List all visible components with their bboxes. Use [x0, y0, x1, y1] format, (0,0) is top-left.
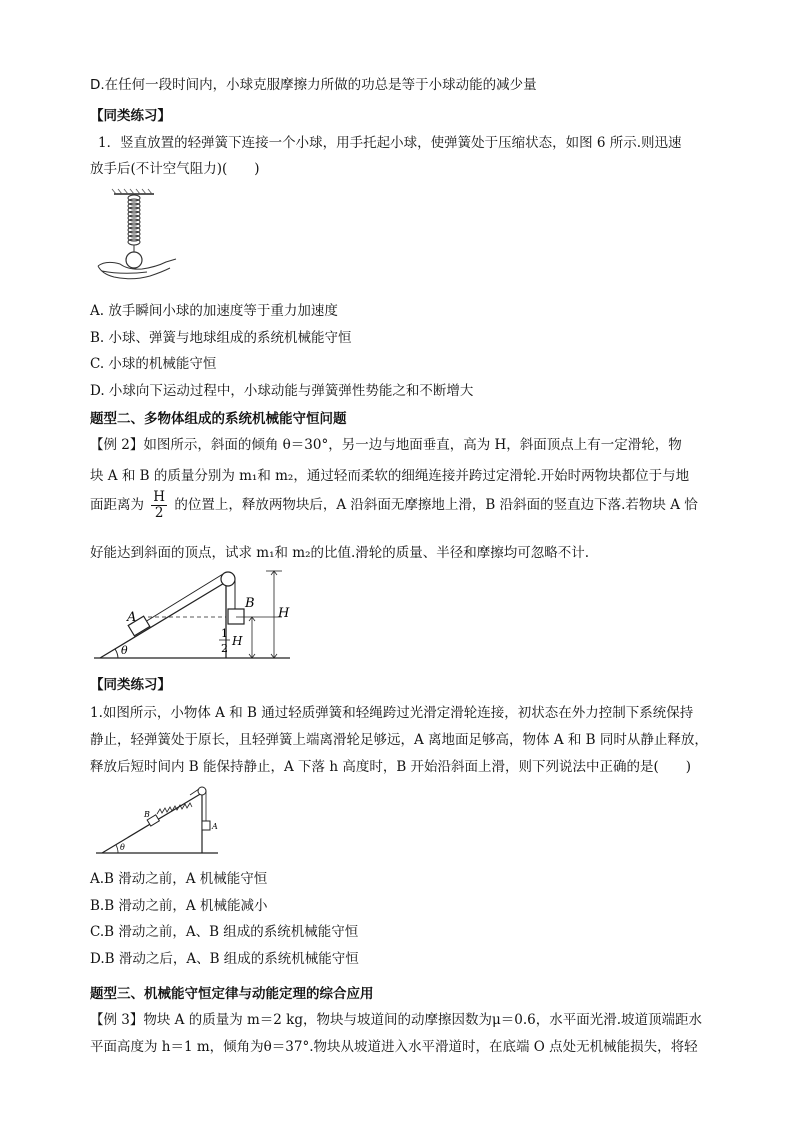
spring-incline-figure [94, 783, 224, 858]
ex2-line-1: 【例 2】如图所示，斜面的倾角 θ＝30°，另一边与地面垂直，高为 H，斜面顶点上有一定滑轮，物 [90, 437, 682, 453]
ex3-line-2: 平面高度为 h＝1 m，倾角为θ＝37°.物块从坡道进入水平滑道时，在底端 O 点处无机械能损失，将轻 [90, 1039, 698, 1055]
q2-option-c: C.B 滑动之前，A、B 组成的系统机械能守恒 [90, 924, 359, 940]
q2-option-d: D.B 滑动之后，A、B 组成的系统机械能守恒 [90, 951, 359, 967]
ex2-line-3-post: 的位置上，释放两物块后，A 沿斜面无摩擦地上滑，B 沿斜面的竖直边下落.若物块 A 恰 [174, 497, 698, 513]
ex2-line-3 [90, 490, 698, 521]
q2-stem-line-1: 1.如图所示，小物体 A 和 B 通过轻质弹簧和轻绳跨过光滑定滑轮连接，初状态在外力控制下系统保持 [90, 705, 694, 721]
practice-heading-1: 【同类练习】 [90, 108, 171, 124]
incline-pulley-figure [90, 565, 300, 665]
q1-option-a: A. 放手瞬间小球的加速度等于重力加速度 [90, 303, 338, 319]
half-denominator: 2 [221, 642, 228, 655]
q1-option-d: D. 小球向下运动过程中，小球动能与弹簧弹性势能之和不断增大 [90, 383, 474, 399]
q2-stem-line-2: 静止，轻弹簧处于原长，且轻弹簧上端离滑轮足够远，A 离地面足够高，物体 A 和 B 同时从静止释放， [90, 732, 708, 748]
practice-heading-2: 【同类练习】 [90, 677, 171, 693]
ex2-line-3-pre: 面距离为 [90, 497, 144, 513]
q2-option-b: B.B 滑动之前，A 机械能减小 [90, 898, 268, 914]
half-h-label: H [232, 634, 243, 648]
q1-option-b: B. 小球、弹簧与地球组成的系统机械能守恒 [90, 330, 352, 346]
q2-option-a: A.B 滑动之前，A 机械能守恒 [90, 871, 268, 887]
type2-heading: 题型二、多物体组成的系统机械能守恒问题 [90, 411, 347, 427]
q1-stem-line-1: 1．竖直放置的轻弹簧下连接一个小球，用手托起小球，使弹簧处于压缩状态，如图 6 所示.则迅速 [98, 135, 682, 151]
theta-label: θ [121, 644, 128, 657]
block-a-label: A [127, 610, 137, 625]
block-b-label: B [245, 596, 255, 611]
half-h-fraction [151, 490, 167, 521]
half-numerator: 1 [221, 627, 228, 640]
ex2-line-4: 好能达到斜面的顶点，试求 m₁和 m₂的比值.滑轮的质量、半径和摩擦均可忽略不计. [90, 545, 590, 561]
height-h-label: H [278, 606, 290, 621]
fraction-numerator: H [153, 489, 166, 505]
fraction-denominator: 2 [154, 505, 164, 521]
type3-heading: 题型三、机械能守恒定律与动能定理的综合应用 [90, 986, 374, 1002]
q1-option-c: C. 小球的机械能守恒 [90, 356, 217, 372]
theta-label-2: θ [120, 843, 125, 852]
q2-stem-line-3: 释放后短时间内 B 能保持静止，A 下落 h 高度时，B 开始沿斜面上滑，则下列说法中正确的是( ) [90, 759, 692, 775]
q1-stem-line-2: 放手后(不计空气阻力)( ) [90, 161, 260, 177]
block-b-label-2: B [144, 810, 150, 819]
option-d-prev: D.在任何一段时间内，小球克服摩擦力所做的功总是等于小球动能的减少量 [90, 77, 537, 93]
ex2-line-2: 块 A 和 B 的质量分别为 m₁和 m₂，通过轻而柔软的细绳连接并跨过定滑轮.开始时两物块都位于与地 [90, 468, 690, 484]
spring-hand-figure [92, 186, 182, 296]
ex3-line-1: 【例 3】物块 A 的质量为 m＝2 kg，物块与坡道间的动摩擦因数为μ＝0.6，水平面光滑.坡道顶端距水 [90, 1012, 703, 1028]
block-a-label-2: A [212, 822, 218, 831]
